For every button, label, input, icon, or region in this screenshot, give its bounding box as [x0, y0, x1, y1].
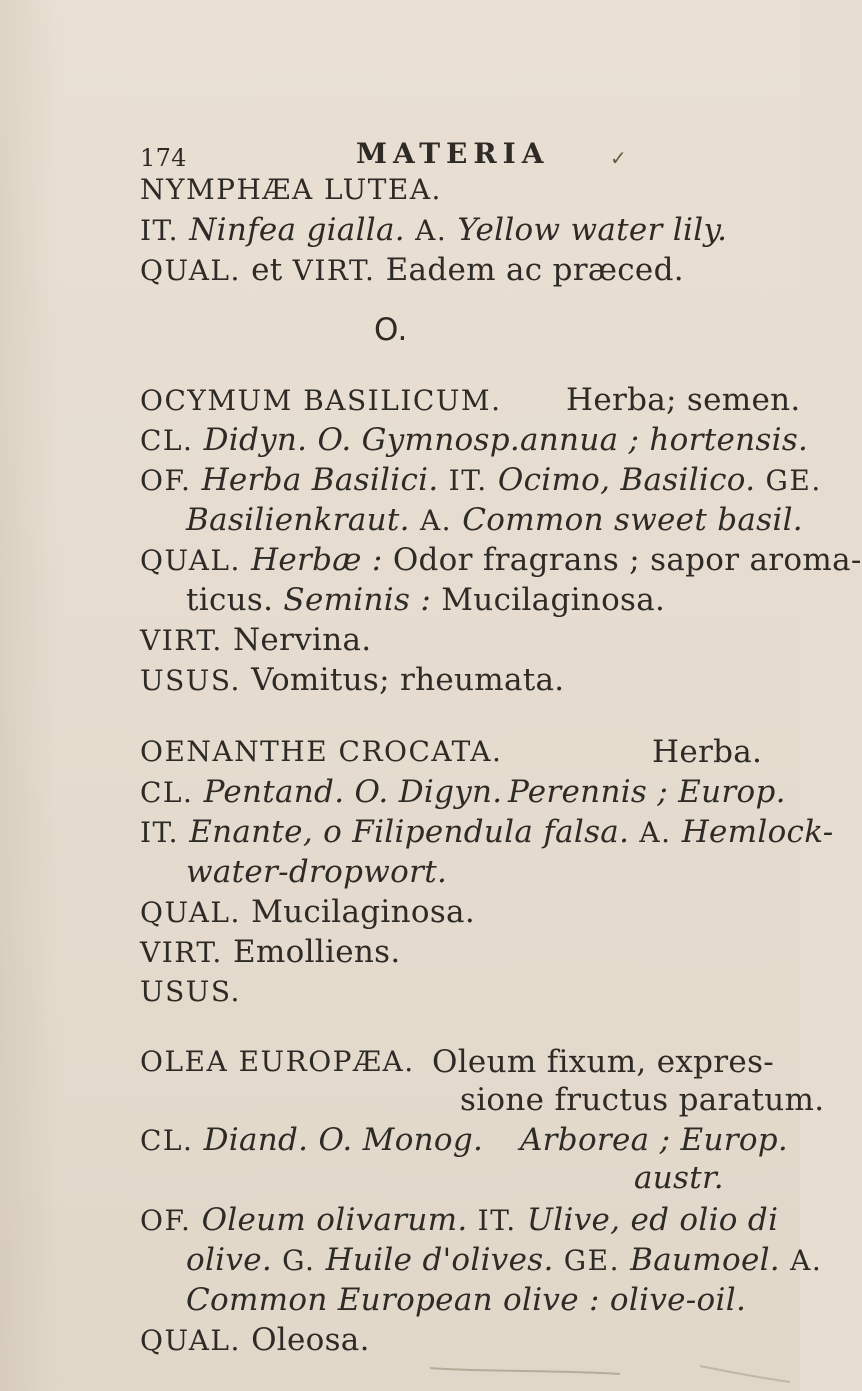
english-name: Yellow water lily. — [457, 212, 728, 248]
qualities-text: Eadem ac præced. — [385, 252, 684, 288]
qualities-text: Odor fragrans ; sapor aroma- — [392, 542, 862, 578]
olea-of-line — [140, 1202, 778, 1239]
label-usus: USUS. — [140, 664, 241, 697]
ocymum-cl-line — [140, 422, 520, 459]
label-qual: QUAL. — [140, 544, 241, 577]
nymphaea-it-line — [140, 212, 727, 249]
label-cl: CL. — [140, 776, 194, 809]
ocymum-of-line — [140, 462, 822, 499]
ocymum-title-line — [140, 382, 502, 419]
label-a: A. — [639, 816, 672, 849]
uses-text: Vomitus; rheumata. — [251, 662, 565, 698]
oenanthe-usus-line: USUS. — [140, 975, 241, 1008]
header-mark: ✓ — [610, 146, 628, 170]
label-cl: CL. — [140, 424, 194, 457]
english-name: Common sweet basil. — [462, 502, 803, 538]
italian-name: Ulive, ed olio di — [526, 1202, 779, 1238]
running-title: MATERIA — [356, 137, 550, 170]
entry-title-olea: OLEA EUROPÆA. — [140, 1045, 415, 1078]
italian-name: Ninfea gialla. — [189, 212, 405, 248]
oenanthe-cl-extra: Perennis ; Europ. — [508, 774, 786, 810]
olea-g-line — [186, 1242, 822, 1279]
page-number: 174 — [140, 144, 187, 172]
label-ge: GE. — [765, 464, 822, 497]
olea-parts-cont: sione fructus paratum. — [460, 1082, 825, 1118]
ocymum-ge-line — [186, 502, 803, 539]
entry-title-oenanthe: OENANTHE CROCATA. — [140, 735, 503, 768]
qualities-text: Mucilaginosa. — [251, 894, 475, 930]
label-a: A. — [790, 1244, 823, 1277]
ocymum-parts: Herba; semen. — [566, 382, 801, 418]
classification: Diand. O. Monog. — [203, 1122, 484, 1158]
label-qual: QUAL. — [140, 896, 241, 929]
entry-title-ocymum: OCYMUM BASILICUM. — [140, 384, 502, 417]
italian-name: Ocimo, Basilico. — [497, 462, 756, 498]
label-qual: QUAL. — [140, 254, 241, 287]
label-virt: VIRT. — [140, 624, 223, 657]
qual-continued: ticus. — [186, 582, 274, 618]
label-it: IT. — [477, 1204, 517, 1237]
olea-parts: Oleum fixum, expres- — [432, 1044, 775, 1080]
section-letter: O. — [374, 312, 408, 348]
italian-name: Enante, o Filipendula falsa. — [189, 814, 630, 850]
ocymum-qual-line — [140, 542, 862, 579]
ocymum-qual-cont — [186, 582, 665, 618]
classification: Didyn. O. Gymnosp. — [203, 422, 520, 458]
officinal-name: Oleum olivarum. — [201, 1202, 468, 1238]
label-of: OF. — [140, 1204, 192, 1237]
oenanthe-virt-line — [140, 934, 401, 971]
conjunction-et: et — [251, 252, 283, 288]
label-qual: QUAL. — [140, 1324, 241, 1357]
oenanthe-a-cont: water-dropwort. — [186, 854, 448, 890]
label-of: OF. — [140, 464, 192, 497]
qual-seeds-text: Mucilaginosa. — [441, 582, 666, 618]
olea-cl-cont: austr. — [634, 1160, 724, 1196]
label-virt: VIRT. — [140, 936, 223, 969]
label-it: IT. — [448, 464, 488, 497]
label-it: IT. — [140, 816, 180, 849]
virtues-text: Nervina. — [233, 622, 372, 658]
italian-name-cont: olive. — [186, 1242, 273, 1278]
english-name: Hemlock- — [681, 814, 834, 850]
entry-title-nymphaea: NYMPHÆA LUTEA. — [140, 173, 442, 206]
label-cl: CL. — [140, 1124, 194, 1157]
officinal-name: Herba Basilici. — [201, 462, 439, 498]
label-a: A. — [419, 504, 453, 537]
oenanthe-it-line — [140, 814, 834, 851]
olea-cl-line — [140, 1122, 483, 1159]
label-it: IT. — [140, 214, 180, 247]
ocymum-usus-line — [140, 662, 564, 699]
german-name: Baumoel. — [630, 1242, 780, 1278]
qual-seeds: Seminis : — [283, 582, 432, 618]
label-a: A. — [415, 214, 448, 247]
qualities-text: Oleosa. — [251, 1322, 370, 1358]
nymphaea-qual-line — [140, 252, 684, 289]
label-virt: VIRT. — [292, 254, 376, 287]
ocymum-virt-line — [140, 622, 371, 659]
french-name: Huile d'olives. — [325, 1242, 554, 1278]
olea-a-cont: Common European olive : olive-oil. — [186, 1282, 747, 1318]
olea-cl-extra: Arborea ; Europ. — [520, 1122, 789, 1158]
olea-qual-line — [140, 1322, 370, 1359]
classification: Pentand. O. Digyn. — [203, 774, 503, 810]
label-g: G. — [282, 1244, 316, 1277]
qual-herb: Herbæ : — [251, 542, 383, 578]
virtues-text: Emolliens. — [233, 934, 401, 970]
oenanthe-qual-line — [140, 894, 475, 931]
paper-smudge — [0, 1360, 800, 1391]
german-name: Basilienkraut. — [186, 502, 410, 538]
ocymum-cl-extra: annua ; hortensis. — [520, 422, 809, 458]
oenanthe-parts: Herba. — [652, 734, 763, 770]
oenanthe-cl-line — [140, 774, 502, 811]
label-ge: GE. — [563, 1244, 620, 1277]
